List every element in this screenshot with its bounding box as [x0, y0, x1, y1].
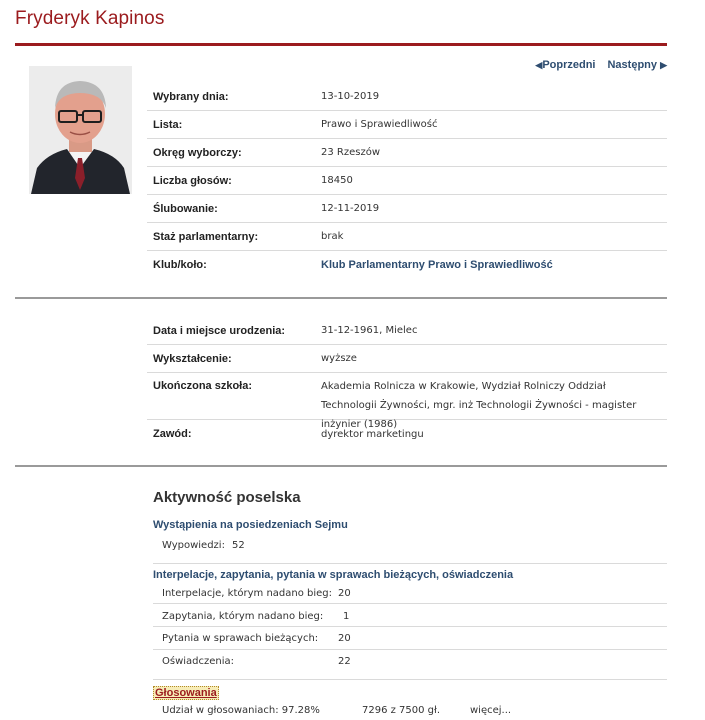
profile-label: Ślubowanie: — [153, 202, 218, 215]
page-title: Fryderyk Kapinos — [15, 8, 165, 29]
profile-label: Okręg wyborczy: — [153, 146, 242, 159]
profile-label: Klub/koło: — [153, 259, 207, 271]
triangle-left-icon: ◀ — [535, 60, 543, 70]
section-divider — [15, 465, 667, 467]
speeches-row — [153, 537, 667, 553]
statements-label: Oświadczenia: — [162, 655, 235, 667]
triangle-right-icon: ▶ — [660, 60, 667, 70]
section-divider — [15, 297, 667, 299]
profile-row-okreg — [147, 139, 667, 167]
profile-value: brak — [321, 231, 344, 242]
row-divider — [153, 626, 667, 627]
interpellations-value: 20 — [338, 587, 351, 599]
speeches-label: Wypowiedzi: — [162, 539, 225, 551]
profile-row-liczba-glosow — [147, 167, 667, 195]
personal-row-urodzenie — [147, 317, 667, 345]
portrait-image — [29, 66, 132, 194]
current-questions-value: 20 — [338, 632, 351, 644]
personal-value: dyrektor marketingu — [321, 428, 424, 440]
personal-label: Data i miejsce urodzenia: — [153, 324, 286, 337]
profile-label: Lista: — [153, 118, 183, 131]
profile-value: Prawo i Sprawiedliwość — [321, 119, 438, 130]
interpellations-row — [153, 584, 667, 602]
personal-label: Wykształcenie: — [153, 352, 232, 365]
votes-count: 7296 z 7500 gł. — [362, 704, 441, 716]
votes-row — [153, 701, 667, 719]
queries-value: 1 — [343, 610, 350, 622]
speeches-value: 52 — [231, 539, 245, 551]
more-votes-link[interactable]: więcej... — [470, 704, 512, 716]
profile-row-lista — [147, 111, 667, 139]
row-divider — [153, 679, 667, 680]
profile-row-slubowanie — [147, 195, 667, 223]
previous-label: Poprzedni — [542, 59, 596, 71]
current-questions-row — [153, 629, 667, 647]
profile-label: Liczba głosów: — [153, 174, 232, 187]
profile-label: Wybrany dnia: — [153, 90, 229, 103]
personal-table — [147, 317, 667, 448]
profile-value: 12-11-2019 — [321, 203, 380, 214]
profile-value: 13-10-2019 — [321, 91, 380, 102]
personal-value: wyższe — [321, 353, 357, 364]
profile-table — [147, 83, 667, 279]
profile-navigation — [535, 59, 667, 71]
personal-row-szkola — [147, 373, 667, 430]
profile-row-klub — [147, 251, 667, 279]
queries-label: Zapytania, którym nadano bieg: — [162, 610, 324, 622]
votes-participation: Udział w głosowaniach: 97.28% — [162, 704, 320, 716]
title-underline — [15, 43, 667, 46]
personal-value: Akademia Rolnicza w Krakowie, Wydział Rolniczy Oddział Technologii Żywności, mgr. inż Technologii Żywności - magister inżynier (1986) — [321, 381, 637, 430]
profile-value: 23 Rzeszów — [321, 147, 381, 158]
row-divider — [153, 603, 667, 604]
interpellations-label: Interpelacje, którym nadano bieg: — [162, 587, 333, 599]
next-link[interactable] — [607, 59, 667, 71]
deputy-photo — [29, 66, 132, 194]
profile-label: Staż parlamentarny: — [153, 230, 259, 243]
next-label: Następny — [607, 59, 658, 71]
statements-row — [153, 652, 667, 670]
row-divider — [153, 649, 667, 650]
row-divider — [153, 563, 667, 564]
personal-value: 31-12-1961, Mielec — [321, 325, 418, 336]
profile-value: 18450 — [321, 175, 353, 186]
statements-value: 22 — [338, 655, 351, 667]
personal-row-zawod — [147, 420, 667, 448]
personal-label: Zawód: — [153, 428, 192, 440]
profile-row-wybrany-dnia — [147, 83, 667, 111]
activity-title: Aktywność poselska — [153, 489, 301, 506]
previous-link[interactable] — [535, 59, 595, 71]
profile-row-staz — [147, 223, 667, 251]
votes-heading-link[interactable]: Głosowania — [155, 687, 217, 699]
speeches-heading-link[interactable]: Wystąpienia na posiedzeniach Sejmu — [153, 519, 348, 531]
personal-label: Ukończona szkoła: — [153, 380, 253, 392]
queries-row — [153, 607, 667, 625]
club-link[interactable]: Klub Parlamentarny Prawo i Sprawiedliwość — [321, 258, 553, 271]
personal-row-wyksztalcenie — [147, 345, 667, 373]
current-questions-label: Pytania w sprawach bieżących: — [162, 632, 319, 644]
interpellations-heading-link[interactable]: Interpelacje, zapytania, pytania w sprawach bieżących, oświadczenia — [153, 569, 514, 581]
